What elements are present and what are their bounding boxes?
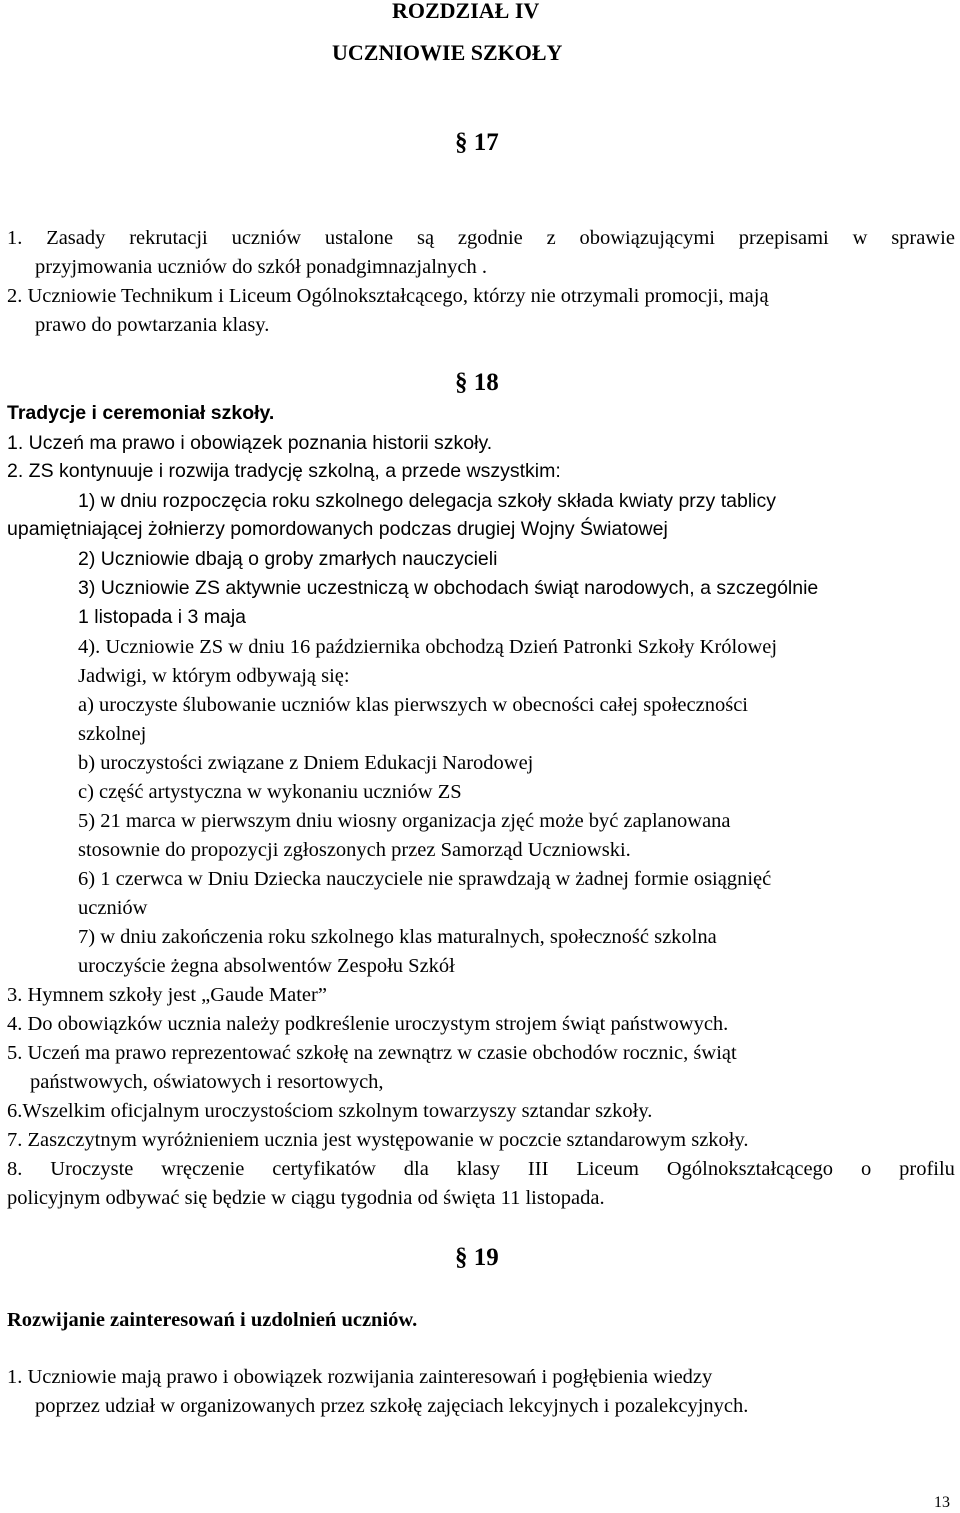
word: są [416, 227, 435, 249]
paragraph-line: 7. Zaszczytnym wyróżnieniem ucznia jest występowanie w poczcie sztandarowym szkoły. [7, 1129, 749, 1151]
paragraph-line: przyjmowania uczniów do szkół ponadgimnazjalnych . [35, 256, 488, 278]
paragraph-line: 4. Do obowiązków ucznia należy podkreślenie uroczystym strojem świąt państwowych. [7, 1013, 729, 1035]
paragraph-line: 1) w dniu rozpoczęcia roku szkolnego delegacja szkoły składa kwiaty przy tablicy [78, 490, 776, 512]
paragraph-line: 1 listopada i 3 maja [78, 606, 247, 628]
paragraph-line: 6.Wszelkim oficjalnym uroczystościom szkolnym towarzyszy sztandar szkoły. [7, 1100, 653, 1122]
word: w [852, 227, 868, 249]
word: rekrutacji [129, 227, 208, 249]
word: zgodnie [457, 227, 523, 249]
word: Liceum [576, 1158, 639, 1180]
word: z [546, 227, 556, 249]
paragraph-line: 5. Uczeń ma prawo reprezentować szkołę na zewnątrz w czasie obchodów rocznic, świąt [7, 1042, 737, 1064]
word: profilu [899, 1158, 955, 1180]
paragraph-line: państwowych, oświatowych i resortowych, [30, 1071, 384, 1093]
paragraph-line [7, 228, 955, 249]
paragraph-line: stosownie do propozycji zgłoszonych przez Samorząd Uczniowski. [78, 839, 631, 861]
paragraph-line: 7) w dniu zakończenia roku szkolnego klas maturalnych, społeczność szkolna [78, 926, 717, 948]
word: Ogólnokształcącego [666, 1158, 834, 1180]
word: Zasady [46, 227, 106, 249]
paragraph-line: c) część artystyczna w wykonaniu uczniów ZS [78, 781, 462, 803]
word: III [527, 1158, 549, 1180]
paragraph-line: prawo do powtarzania klasy. [35, 314, 270, 336]
chapter-title: ROZDZIAŁ IV [392, 0, 540, 23]
paragraph-line: policyjnym odbywać się będzie w ciągu tygodnia od święta 11 listopada. [7, 1187, 605, 1209]
paragraph-line: szkolnej [78, 723, 147, 745]
word: 1. [7, 227, 23, 249]
paragraph-line: 3. Hymnem szkoły jest „Gaude Mater” [7, 984, 327, 1006]
paragraph-line [7, 1159, 955, 1180]
word: 8. [7, 1158, 23, 1180]
paragraph-line: 2. ZS kontynuuje i rozwija tradycję szkolną, a przede wszystkim: [7, 460, 561, 482]
section-heading: § 17 [455, 129, 499, 156]
word: wręczenie [161, 1158, 245, 1180]
chapter-subtitle: UCZNIOWIE SZKOŁY [332, 40, 563, 65]
word: certyfikatów [272, 1158, 376, 1180]
paragraph-line: 2) Uczniowie dbają o groby zmarłych nauczycieli [78, 548, 498, 570]
paragraph-line: poprzez udział w organizowanych przez szkołę zajęciach lekcyjnych i pozalekcyjnych. [35, 1395, 749, 1417]
section-title: Rozwijanie zainteresowań i uzdolnień uczniów. [7, 1309, 418, 1331]
word: obowiązującymi [579, 227, 715, 249]
section-title: Tradycje i ceremoniał szkoły. [7, 402, 275, 424]
section-heading: § 18 [455, 369, 499, 396]
paragraph-line: 2. Uczniowie Technikum i Liceum Ogólnokształcącego, którzy nie otrzymali promocji, mają [7, 285, 769, 307]
word: o [860, 1158, 872, 1180]
word: Uroczyste [50, 1158, 134, 1180]
paragraph-line: b) uroczystości związane z Dniem Edukacji Narodowej [78, 752, 534, 774]
paragraph-line: Jadwigi, w którym odbywają się: [78, 665, 350, 687]
paragraph-line: 1. Uczniowie mają prawo i obowiązek rozwijania zainteresowań i pogłębienia wiedzy [7, 1366, 713, 1388]
word: przepisami [738, 227, 829, 249]
word: sprawie [891, 227, 955, 249]
paragraph-line: upamiętniającej żołnierzy pomordowanych podczas drugiej Wojny Światowej [7, 518, 668, 540]
word: dla [403, 1158, 429, 1180]
paragraph-line: uczniów [78, 897, 148, 919]
paragraph-line: 4). Uczniowie ZS w dniu 16 października obchodzą Dzień Patronki Szkoły Królowej [78, 636, 778, 658]
word: uczniów [231, 227, 302, 249]
paragraph-line: 3) Uczniowie ZS aktywnie uczestniczą w obchodach świąt narodowych, a szczególnie [78, 577, 819, 599]
word: ustalone [324, 227, 394, 249]
paragraph-line: 6) 1 czerwca w Dniu Dziecka nauczyciele nie sprawdzają w żadnej formie osiągnięć [78, 868, 772, 890]
page-number: 13 [934, 1494, 950, 1511]
paragraph-line: 5) 21 marca w pierwszym dniu wiosny organizacja zjęć może być zaplanowana [78, 810, 731, 832]
paragraph-line: a) uroczyste ślubowanie uczniów klas pierwszych w obecności całej społeczności [78, 694, 748, 716]
paragraph-line: uroczyście żegna absolwentów Zespołu Szkół [78, 955, 455, 977]
paragraph-line: 1. Uczeń ma prawo i obowiązek poznania historii szkoły. [7, 432, 493, 454]
section-heading: § 19 [455, 1244, 499, 1271]
word: klasy [456, 1158, 501, 1180]
